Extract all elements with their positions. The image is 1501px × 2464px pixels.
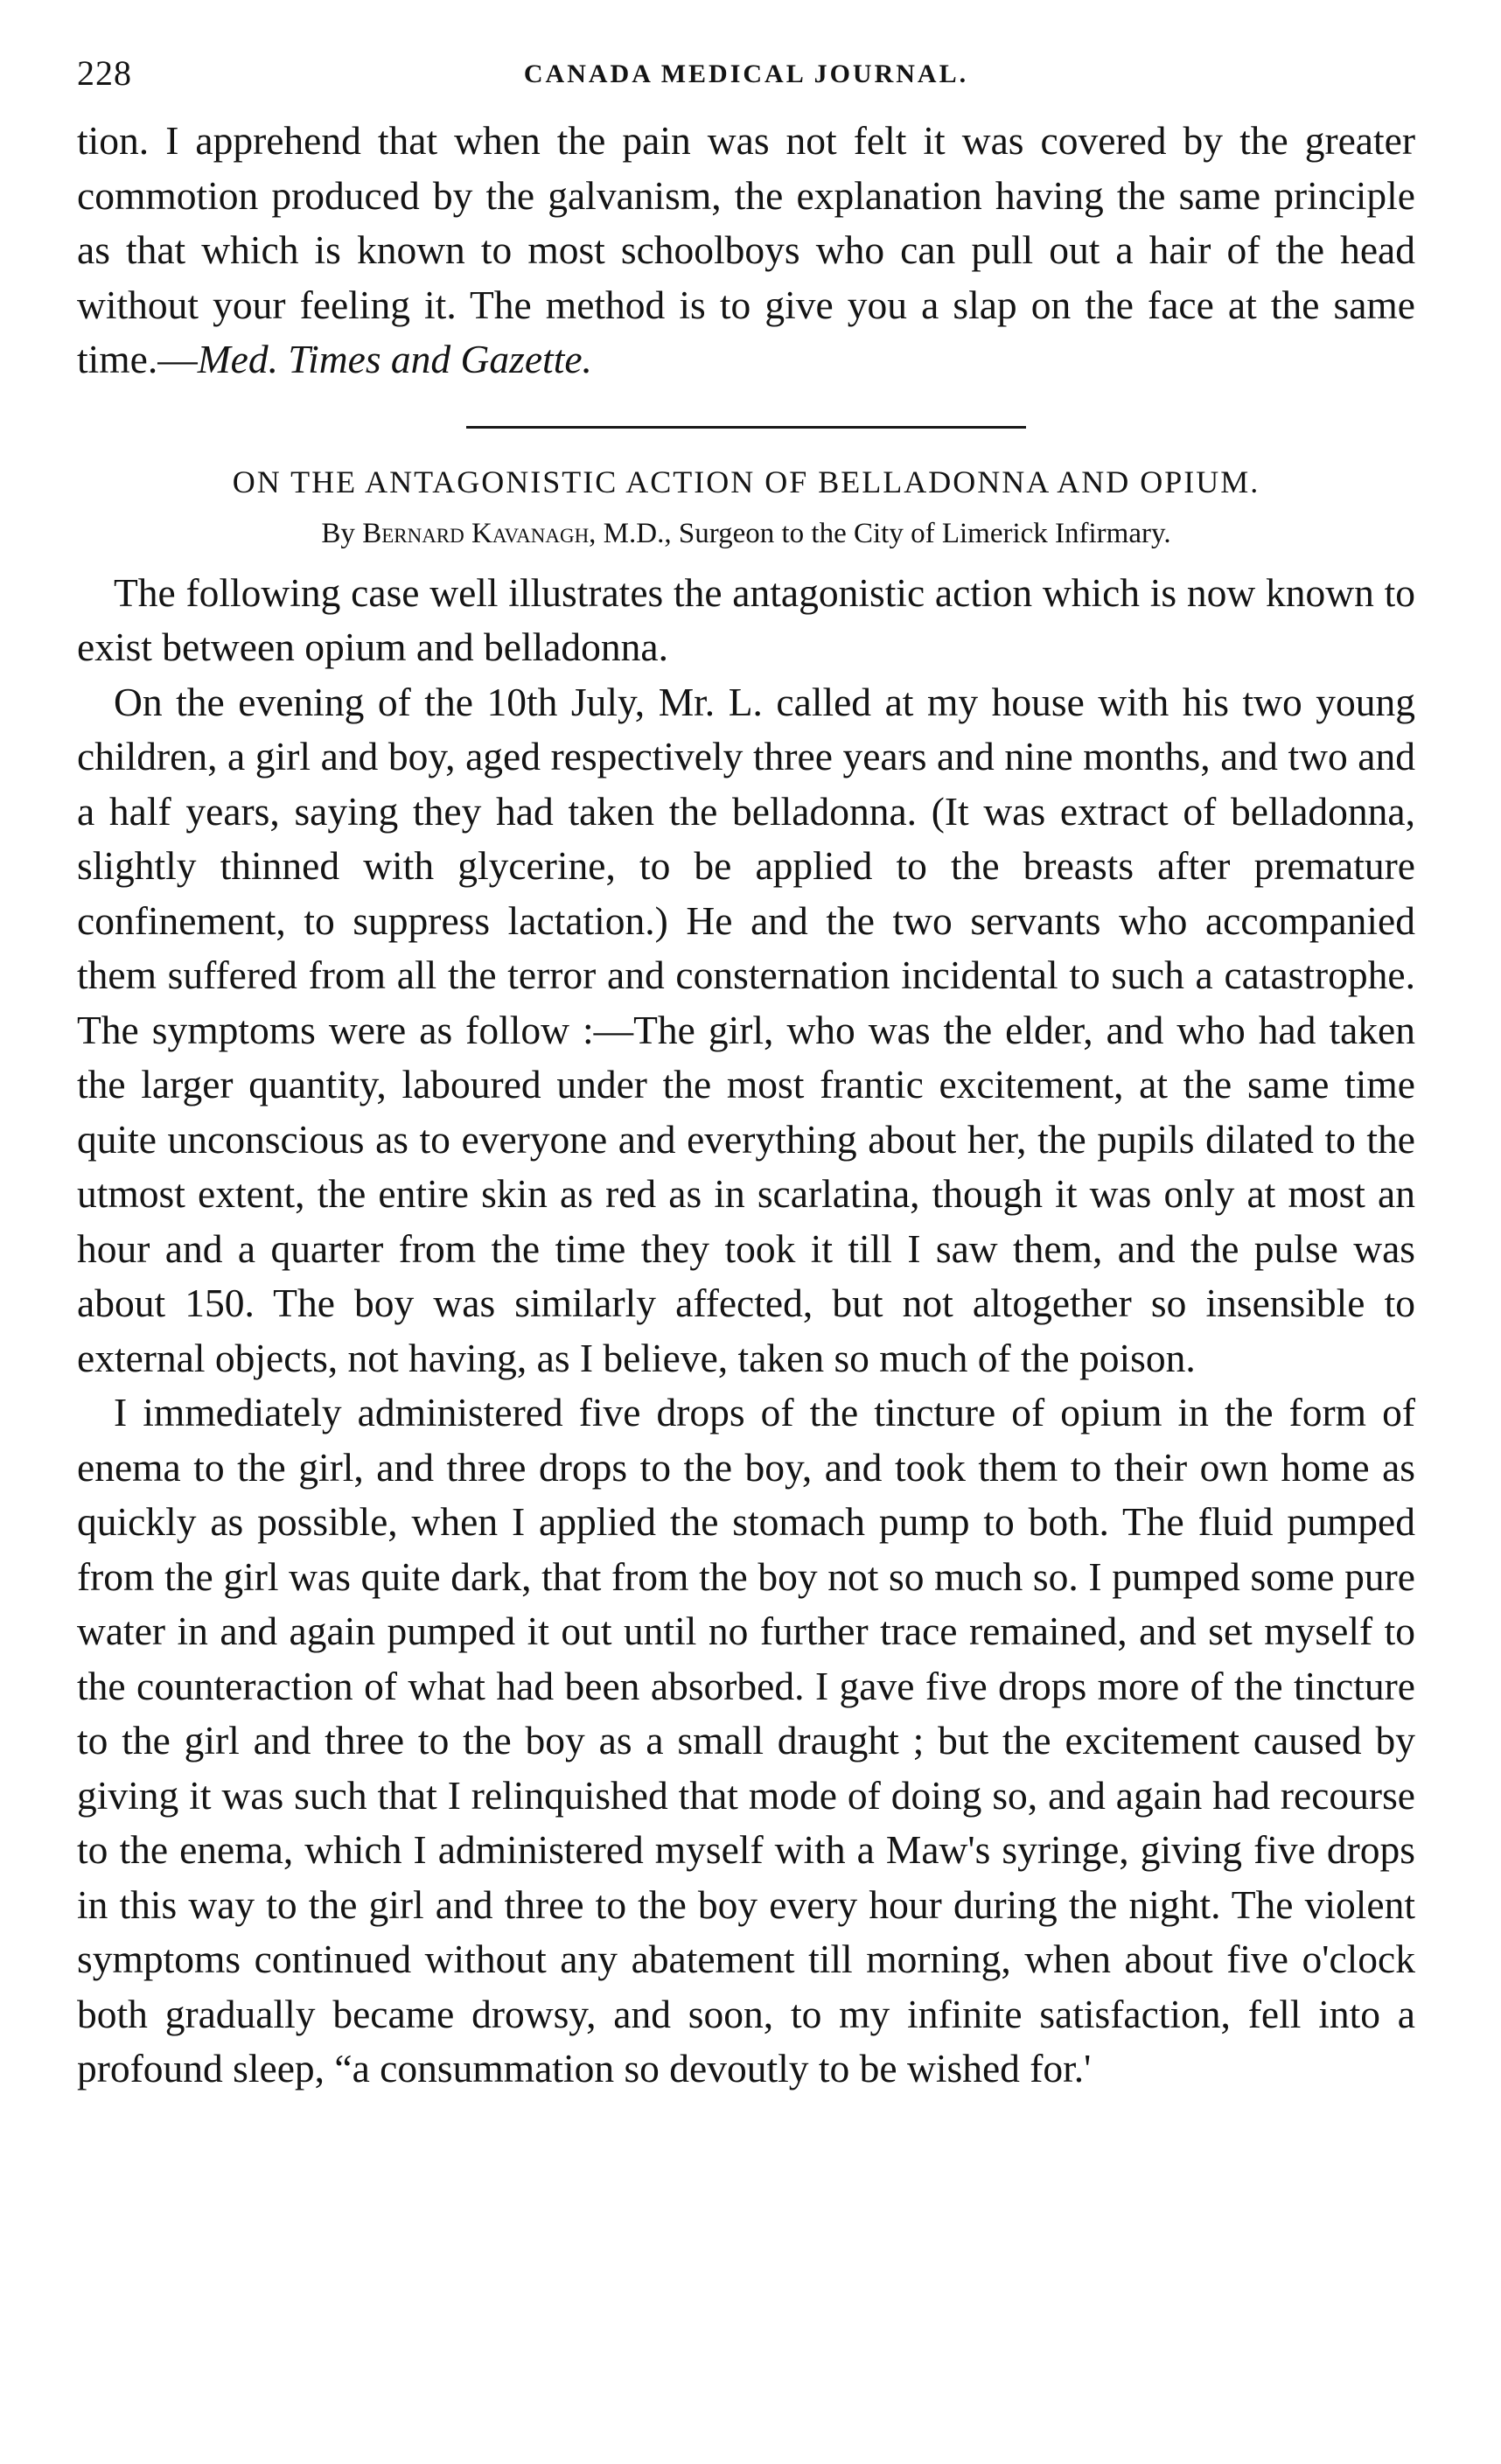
author-name: Bernard Kavanagh, M.D., — [362, 517, 672, 549]
journal-title: CANADA MEDICAL JOURNAL. — [523, 59, 969, 88]
article-paragraph: On the evening of the 10th July, Mr. L. called at my house with his two young children, a girl and boy, aged respectively three years and nine months, and two and a half years, saying they had taken the belladonna. (It was extract of belladonna, slightly thinned with glycerine, to be applied to the breasts after premature confinement, to suppress lactation.) He and the two servants who accompanied them suffered from all the terror and consternation incidental to such a catastrophe. The symptoms were as follow :—The girl, who was the elder, and who had taken the larger quantity, laboured under the most frantic excitement, at the same time quite unconscious as to everyone and everything about her, the pupils dilated to the utmost extent, the entire skin as red as in scarlatina, though it was only at most an hour and a quarter from the time they took it till I saw them, and the pulse was about 150. The boy was similarly affected, but not altogether so insensible to external objects, not having, as I believe, taken so much of the poison. — [77, 679, 1415, 1380]
page-number: 228 — [77, 53, 132, 93]
article-title: ON THE ANTAGONISTIC ACTION OF BELLADONNA AND OPIUM. — [232, 464, 1260, 499]
continuation-paragraph — [77, 114, 1415, 387]
article-body — [77, 566, 1415, 2097]
byline — [77, 518, 1415, 550]
section-divider — [466, 426, 1026, 429]
author-affiliation: Surgeon to the City of Limerick Infirmary. — [671, 517, 1171, 549]
article-paragraph: The following case well illustrates the antagonistic action which is now known to exist between opium and belladonna. — [77, 569, 1415, 669]
article-paragraph: I immediately administered five drops of the tincture of opium in the form of enema to the girl, and three drops to the boy, and took them to their own home as quickly as possible, when I applied the stomach pump to both. The fluid pumped from the girl was quite dark, that from the boy not so much so. I pumped some pure water in and again pumped it out until no further trace remained, and set myself to the counteraction of what had been absorbed. I gave five drops more of the tincture to the girl and three to the boy as a small draught ; but the excitement caused by giving it was such that I relinquished that mode of doing so, and again had recourse to the enema, which I administered myself with a Maw's syringe, giving five drops in this way to the girl and three to the boy every hour during the night. The violent symptoms continued without any abatement till morning, when about five o'clock both gradually became drowsy, and soon, to my infinite satisfaction, fell into a profound sleep, “a consummation so devoutly to be wished for.' — [77, 1390, 1415, 2091]
journal-page — [77, 52, 1415, 2097]
byline-prefix: By — [321, 517, 363, 549]
running-head — [77, 52, 1415, 114]
continuation-text: tion. I apprehend that when the pain was not felt it was covered by the greater commotion produced by the galvanism, the explanation having the same principle as that which is known to most schoolboys who can pull out a hair of the head without your feeling it. The method is to give you a slap on the face at the same time.— — [77, 118, 1415, 381]
source-citation: Med. Times and Gazette. — [197, 337, 592, 381]
